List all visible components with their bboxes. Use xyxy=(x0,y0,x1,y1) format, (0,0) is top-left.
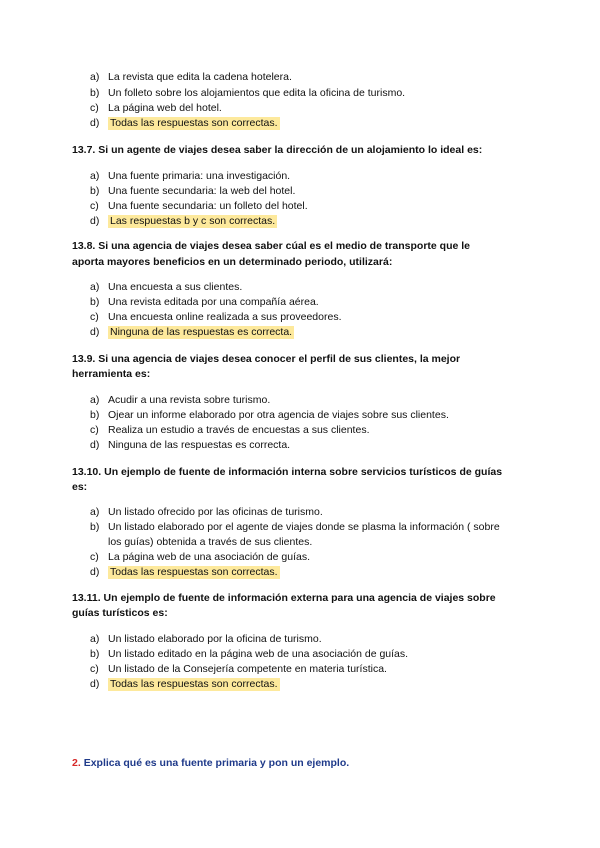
option-c: c) Una encuesta online realizada a sus proveedores. xyxy=(90,311,342,323)
option-d-correct: d) Todas las respuestas son correctas. xyxy=(90,117,278,129)
option-b: b) Una fuente secundaria: la web del hotel. xyxy=(90,185,296,197)
question-13-8: 13.8. Si una agencia de viajes desea saber cúal es el medio de transporte que le xyxy=(72,240,471,252)
highlighted-answer: Todas las respuestas son correctas. xyxy=(110,566,278,578)
option-b: b) Un folleto sobre los alojamientos que edita la oficina de turismo. xyxy=(90,87,406,99)
option-c: c) Realiza un estudio a través de encuestas a sus clientes. xyxy=(90,424,370,436)
option-d-correct: d) Ninguna de las respuestas es correcta. xyxy=(90,326,293,338)
option-d: d) Ninguna de las respuestas es correcta. xyxy=(90,439,291,451)
option-a: a) Un listado elaborado por la oficina de turismo. xyxy=(90,633,322,645)
highlighted-answer: Ninguna de las respuestas es correcta. xyxy=(110,326,293,338)
option-d-correct: d) Todas las respuestas son correctas. xyxy=(90,566,278,578)
option-b: b) Una revista editada por una compañía aérea. xyxy=(90,296,319,308)
option-d-correct: d) Las respuestas b y c son correctas. xyxy=(90,215,276,227)
option-a: a) La revista que edita la cadena hotelera. xyxy=(90,71,292,83)
question-13-9-line2: herramienta es: xyxy=(72,368,151,380)
option-c: c) La página web de una asociación de guías. xyxy=(90,551,310,563)
question-13-10: 13.10. Un ejemplo de fuente de información interna sobre servicios turísticos de guías xyxy=(72,466,503,478)
question-13-11-line2: guías turísticos es: xyxy=(72,607,168,619)
highlighted-answer: Todas las respuestas son correctas. xyxy=(110,117,278,129)
option-a: a) Un listado ofrecido por las oficinas de turismo. xyxy=(90,506,323,518)
task-number: 2. xyxy=(72,757,81,769)
option-b: b) Ojear un informe elaborado por otra agencia de viajes sobre sus clientes. xyxy=(90,409,449,421)
option-b-continuation: los guías) obtenida a través de sus clientes. xyxy=(108,536,313,548)
highlighted-answer: Las respuestas b y c son correctas. xyxy=(110,215,276,227)
question-13-11: 13.11. Un ejemplo de fuente de información externa para una agencia de viajes sobre xyxy=(72,592,496,604)
question-13-8-line2: aporta mayores beneficios en un determinado periodo, utilizará: xyxy=(72,256,393,268)
option-b: b) Un listado elaborado por el agente de viajes donde se plasma la información ( sobre xyxy=(90,521,500,533)
option-d-correct: d) Todas las respuestas son correctas. xyxy=(90,678,278,690)
highlighted-answer: Todas las respuestas son correctas. xyxy=(110,678,278,690)
question-13-10-line2: es: xyxy=(72,481,88,493)
task-text: Explica qué es una fuente primaria y pon un ejemplo. xyxy=(83,757,350,769)
question-13-7: 13.7. Si un agente de viajes desea saber la dirección de un alojamiento lo ideal es: xyxy=(72,144,483,156)
option-b: b) Un listado editado en la página web de una asociación de guías. xyxy=(90,648,409,660)
question-13-9: 13.9. Si una agencia de viajes desea conocer el perfil de sus clientes, la mejor xyxy=(72,353,461,365)
option-a: a) Una encuesta a sus clientes. xyxy=(90,281,243,293)
option-c: c) La página web del hotel. xyxy=(90,102,222,114)
option-a: a) Acudir a una revista sobre turismo. xyxy=(90,394,271,406)
option-c: c) Un listado de la Consejería competente en materia turística. xyxy=(90,663,387,675)
task-heading xyxy=(72,757,349,769)
option-a: a) Una fuente primaria: una investigación. xyxy=(90,170,291,182)
option-c: c) Una fuente secundaria: un folleto del hotel. xyxy=(90,200,308,212)
